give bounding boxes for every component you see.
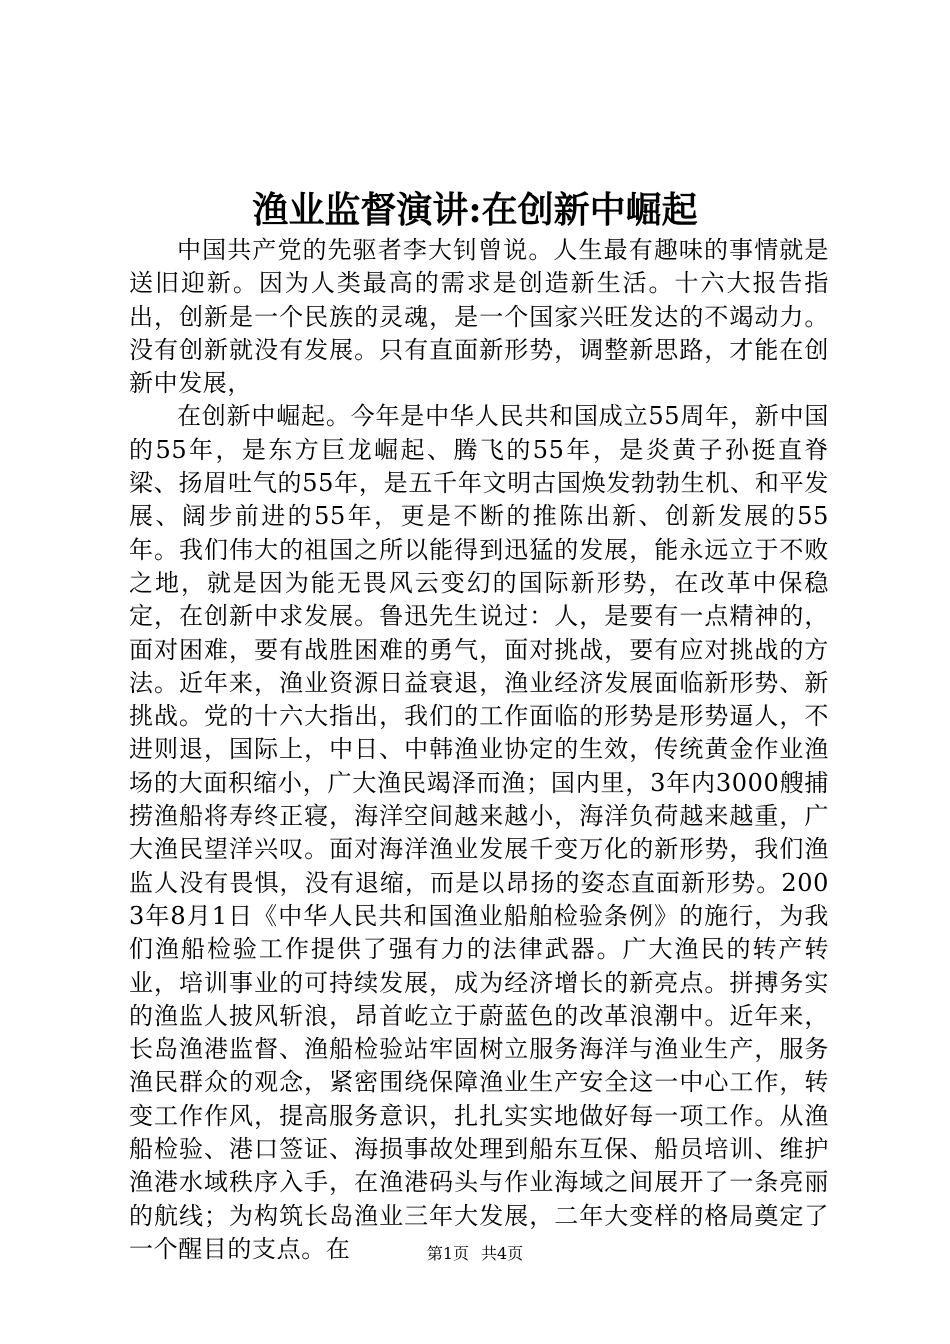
paragraph-2: 在创新中崛起。今年是中华人民共和国成立55周年，新中国的55年，是东方巨龙崛起、腾飞的55年，是炎黄子孙挺直脊梁、扬眉吐气的55年，是五千年文明古国焕发勃勃生机、和平发展、阔步前进的55年，更是不断的推陈出新、创新发展的55年。我们伟大的祖国之所以能得到迅猛的发展，能永远立于不败之地，就是因为能无畏风云变幻的国际新形势，在改革中保稳定，在创新中求发展。鲁迅先生说过：人，是要有一点精神的，面对困难，要有战胜困难的勇气，面对挑战，要有应对挑战的方法。近年来，渔业资源日益衰退，渔业经济发展面临新形势、新挑战。党的十六大指出，我们的工作面临的形势是形势逼人，不进则退，国际上，中日、中韩渔业协定的生效，传统黄金作业渔场的大面积缩小，广大渔民竭泽而渔；国内里，3年内3000艘捕捞渔船将寿终正寝，海洋空间越来越小，海洋负荷越来越重，广大渔民望洋兴叹。面对海洋渔业发展千变万化的新形势，我们渔监人没有畏惧，没有退缩，而是以昂扬的姿态直面新形势。2003年8月1日《中华人民共和国渔业船舶检验条例》的施行，为我们渔船检验工作提供了强有力的法律武器。广大渔民的转产转业，培训事业的可持续发展，成为经济增长的新亮点。拼搏务实的渔监人披风斩浪，昂首屹立于蔚蓝色的改革浪潮中。近年来，长岛渔港监督、渔船检验站牢固树立服务海洋与渔业生产，服务渔民群众的观念，紧密围绕保障渔业生产安全这一中心工作，转变工作作风，提高服务意识，扎扎实实地做好每一项工作。从渔船检验、港口签证、海损事故处理到船东互保、船员培训、维护渔港水域秩序入手，在渔港码头与作业海域之间展开了一条亮丽的航线；为构筑长岛渔业三年大发展，二年大变样的格局奠定了一个醒目的支点。在 xyxy=(129,402,829,1263)
page-footer xyxy=(0,1244,950,1264)
paragraph-1: 中国共产党的先驱者李大钊曾说。人生最有趣味的事情就是送旧迎新。因为人类最高的需求是创造新生活。十六大报告指出，创新是一个民族的灵魂，是一个国家兴旺发达的不竭动力。没有创新就没有发展。只有直面新形势，调整新思路，才能在创新中发展， xyxy=(129,236,829,398)
document-body xyxy=(129,234,829,1266)
document-title: 渔业监督演讲:在创新中崛起 xyxy=(252,189,698,231)
page-total: 共4页 xyxy=(481,1244,524,1263)
page-number: 第1页 xyxy=(426,1244,469,1263)
